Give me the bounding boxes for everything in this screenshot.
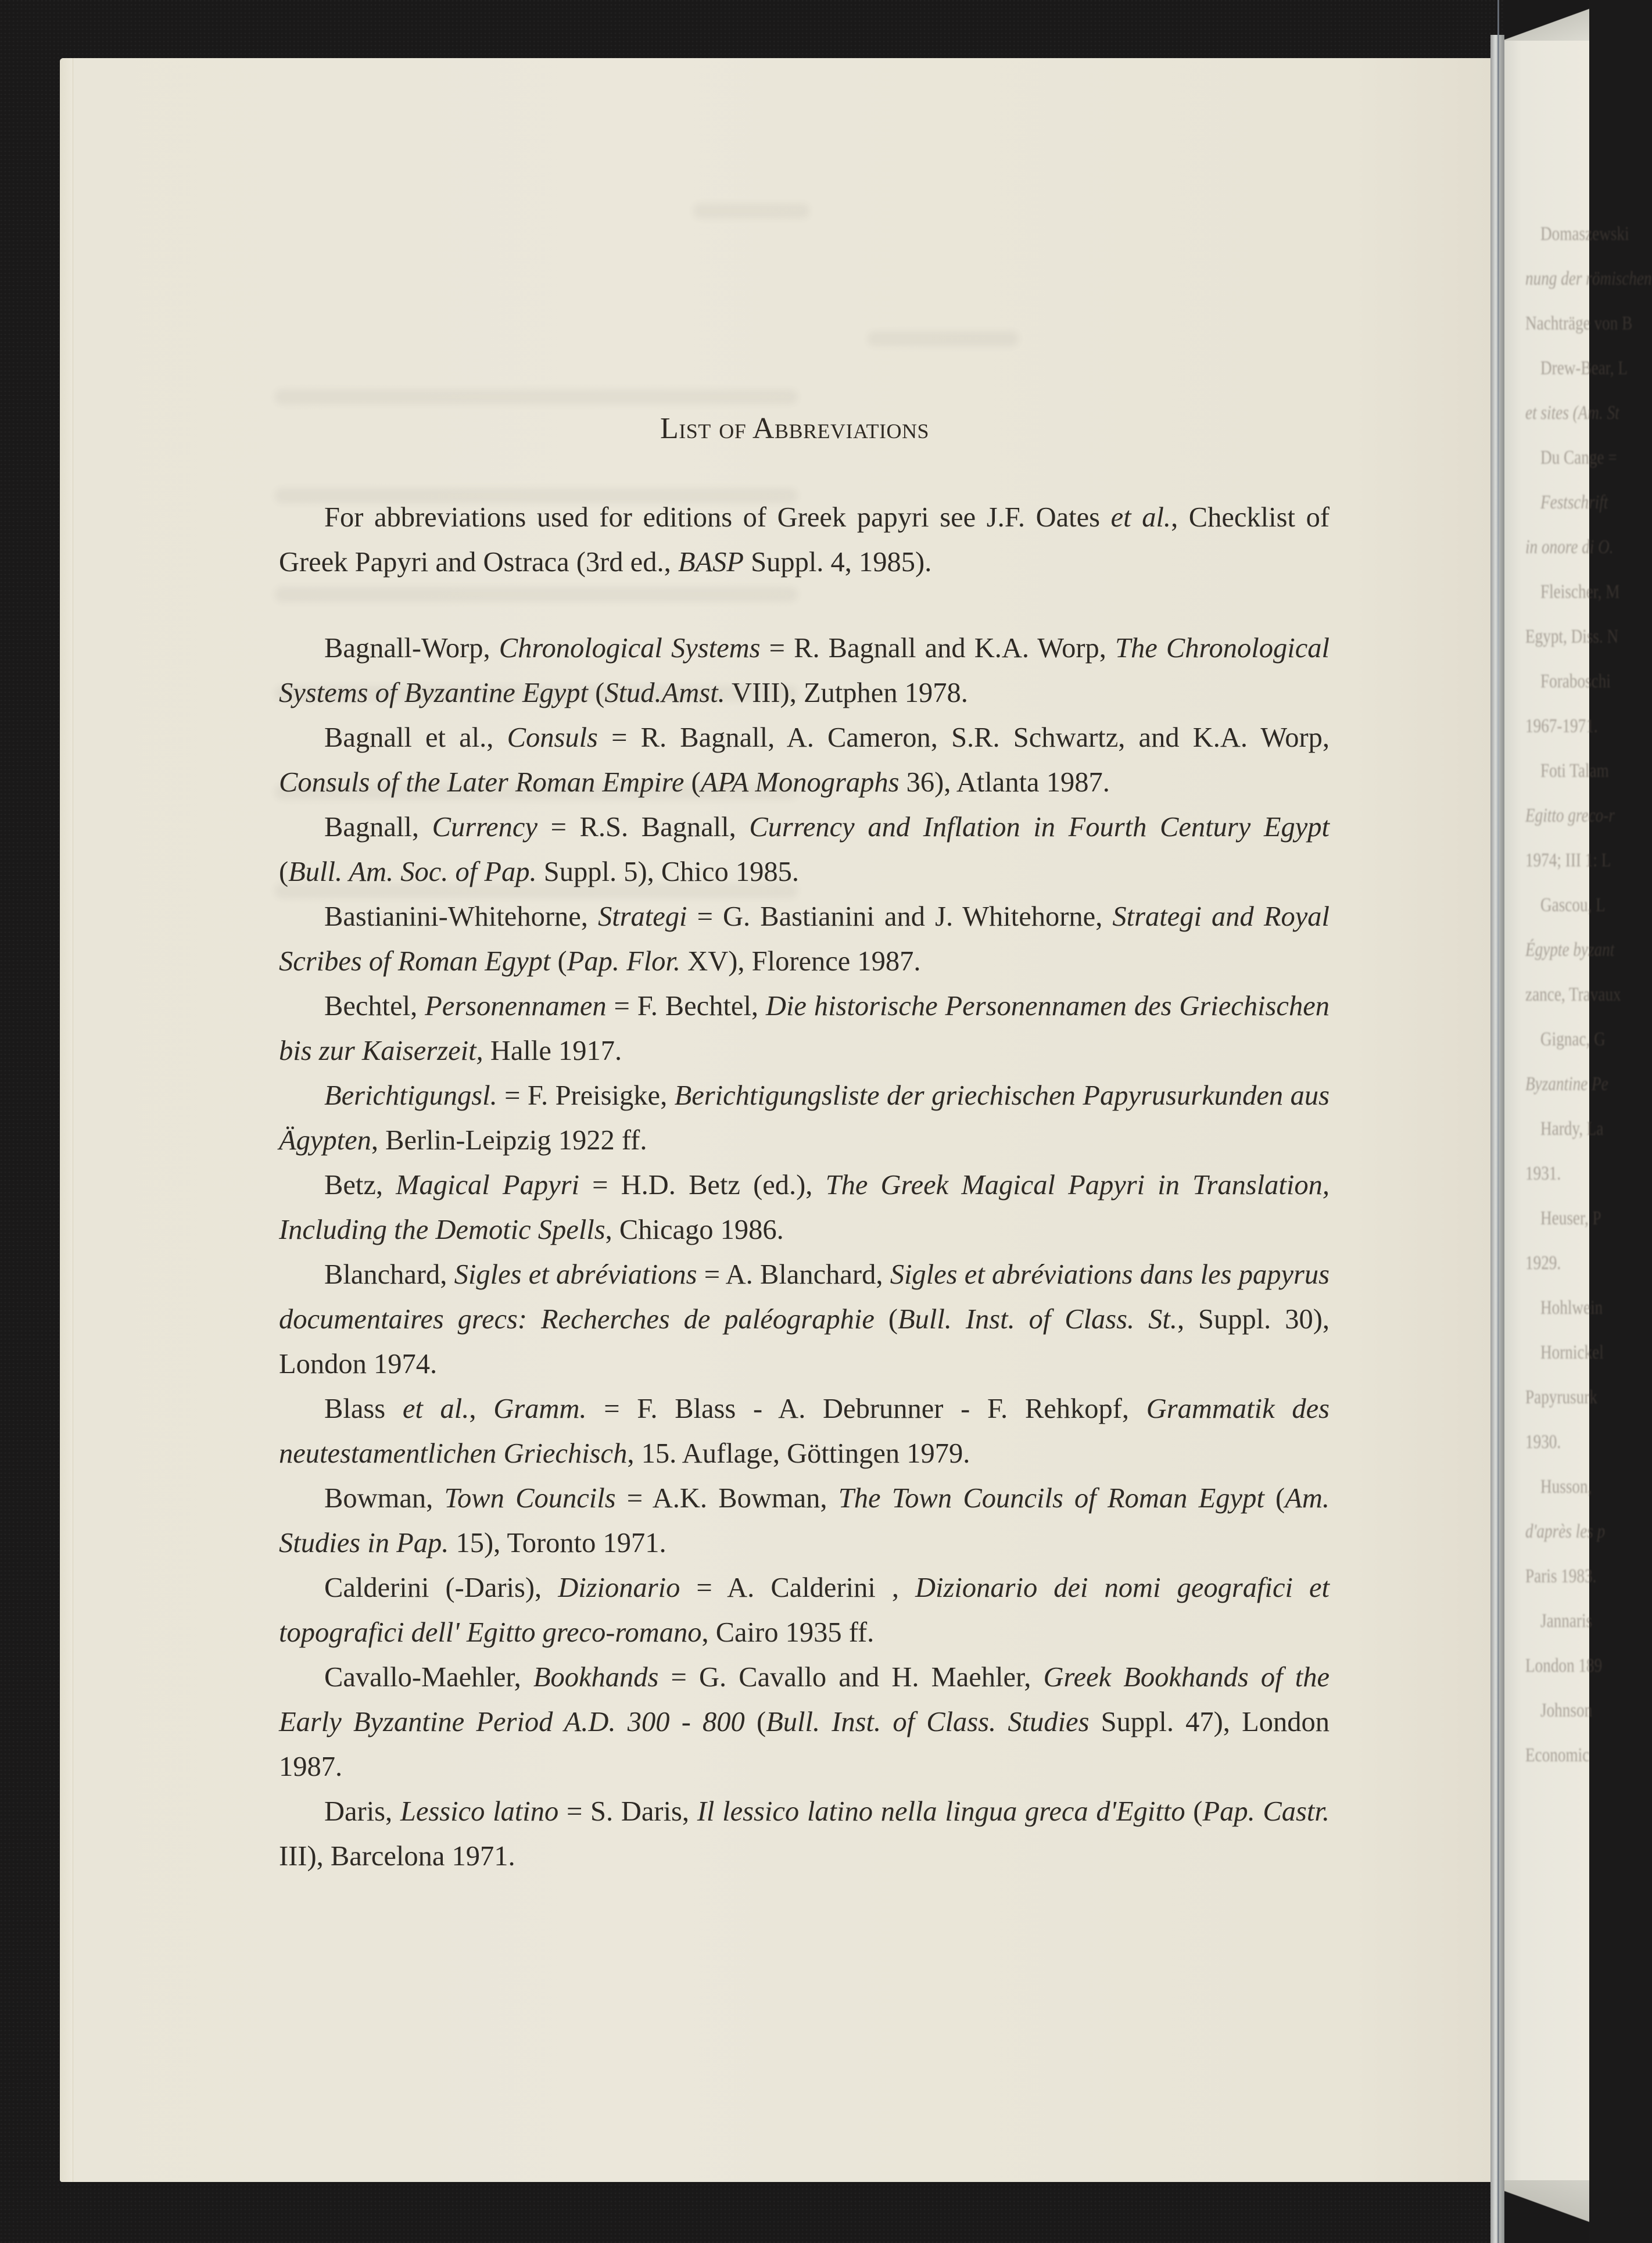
text: Calderini (-Daris), [324,1572,558,1603]
facing-page-line: in onore di O. [1525,536,1614,558]
text: , Checklist of Greek Papyri and Ostraca (3rd ed., [279,502,1330,578]
text: = A.K. Bowman, [615,1483,838,1514]
italic-text: Bookhands [533,1662,659,1693]
text: ( [874,1304,898,1335]
italic-text: Il lessico latino nella lingua greca d'Egitto [697,1796,1185,1827]
text: = F. Blass - A. Debrunner - F. Rehkopf, [586,1393,1146,1424]
text: = F. Bechtel, [606,991,766,1022]
text: 36), Atlanta 1987. [899,767,1110,798]
text: ( [279,857,289,887]
italic-text: Personennamen [425,991,607,1022]
facing-page-line: Byzantine Pe [1525,1073,1608,1095]
text: = A. Blanchard, [697,1259,890,1290]
italic-text: Berichtigungsliste der griechischen Papyrusurkunden aus Ägypten [279,1080,1330,1156]
italic-text: Sigles et abréviations [454,1259,697,1290]
italic-text: Lessico latino [400,1796,559,1827]
abbreviation-entry [279,1252,1330,1386]
text: Blanchard, [324,1259,454,1290]
text: = G. Bastianini and J. Whitehorne, [687,901,1113,932]
italic-text: Stud.Amst. [604,678,725,708]
text: = H.D. Betz (ed.), [579,1170,826,1201]
italic-text: Bull. Am. Soc. of Pap. [288,857,537,887]
facing-page-line: Heuser, P [1540,1208,1601,1229]
italic-text: Dizionario [558,1572,680,1603]
text: Bagnall-Worp, [324,633,499,664]
text: Blass [324,1393,403,1424]
italic-text: Currency [432,812,537,843]
page-edge [60,58,73,2182]
italic-text: Strategi and Royal Scribes of Roman Egypt [279,901,1330,977]
facing-page-line: Papyrusurk [1525,1386,1597,1408]
text: VIII), Zutphen 1978. [725,678,968,708]
text: Cavallo-Maehler, [324,1662,533,1693]
italic-text: Grammatik des neutestamentlichen Griechisch [279,1393,1330,1469]
italic-text: Chronological Systems [499,633,761,664]
italic-text: Currency and Inflation in Fourth Century Egypt [749,812,1330,843]
italic-text: The Greek Magical Papyri in Translation, Including the Demotic Spells [279,1170,1330,1245]
text: Suppl. 4, 1985). [743,547,932,578]
italic-text: et al. [402,1393,470,1424]
page-body [279,495,1330,1879]
facing-page-line: Jannaris [1540,1610,1593,1632]
text: , Berlin-Leipzig 1922 ff. [371,1125,647,1156]
text: , Chicago 1986. [605,1214,784,1245]
italic-text: BASP [678,547,744,578]
text: For abbreviations used for editions of Greek papyri see J.F. Oates [324,502,1111,533]
text: ( [1264,1483,1285,1514]
text: Suppl. 47), London 1987. [279,1707,1330,1782]
text: = S. Daris, [558,1796,697,1827]
facing-page-line: 1974; III 1: L [1525,850,1611,871]
italic-text: Am. Studies in Pap. [279,1483,1330,1558]
facing-page-bottom-edge [1504,2180,1589,2243]
abbreviation-entry [279,894,1330,984]
text: = A. Calderini , [680,1572,916,1603]
text: III), Barcelona 1971. [279,1841,515,1872]
italic-text: Pap. Flor. [567,946,681,977]
text: , Cairo 1935 ff. [701,1617,875,1648]
facing-page-line: Johnson [1540,1700,1593,1721]
italic-text: Consuls [507,722,598,753]
facing-page-line: Husson, [1540,1476,1592,1497]
text: ( [588,678,605,708]
facing-page [1504,38,1652,2183]
facing-page-line: Gascou, L [1540,894,1606,916]
text: ( [550,946,567,977]
facing-page-line: Economic [1525,1744,1590,1766]
italic-text: The Town Councils of Roman Egypt [838,1483,1264,1514]
text: Daris, [324,1796,400,1827]
facing-page-line: zance, Travaux [1525,984,1621,1005]
text: = F. Preisigke, [497,1080,675,1111]
facing-page-line: Hornickel [1540,1342,1604,1363]
text: Suppl. 5), Chico 1985. [536,857,799,887]
abbreviation-entry [279,1789,1330,1879]
intro-paragraph [279,495,1330,585]
italic-text: Bull. Inst. of Class. St. [897,1304,1177,1335]
text: = R. Bagnall, A. Cameron, S.R. Schwartz, and K.A. Worp, [597,722,1330,753]
abbreviation-entry [279,1163,1330,1252]
facing-page-line: et sites (Am. St [1525,402,1619,424]
abbreviation-entry [279,1476,1330,1565]
italic-text: Consuls of the Later Roman Empire [279,767,685,798]
text: Halle 1917. [483,1035,622,1066]
abbreviation-list [279,626,1330,1879]
italic-text: Greek Bookhands of the Early Byzantine Period A.D. 300 - 800 [279,1662,1330,1737]
abbreviation-entry [279,1386,1330,1476]
italic-text: Dizionario dei nomi geografici et topografici dell' Egitto greco-romano [279,1572,1330,1648]
facing-page-line: 1930. [1525,1431,1561,1453]
facing-page-line: Hardy, La [1540,1118,1604,1140]
italic-text: Magical Papyri [396,1170,579,1201]
facing-page-line: 1967-1971. [1525,715,1598,737]
text: , [469,1393,494,1424]
text: ( [1185,1796,1203,1827]
facing-page-line: Égypte byzant [1525,939,1615,961]
italic-text: Sigles et abréviations dans les papyrus documentaires grecs: Recherches de paléographie [279,1259,1330,1335]
page-title: List of Abbreviations [660,412,929,445]
facing-page-line: Drew-Bear, L [1540,357,1628,379]
italic-text: The Chronological Systems of Byzantine Egypt [279,633,1330,708]
italic-text: Strategi [597,901,687,932]
italic-text: APA Monographs [700,767,900,798]
text: Bagnall et al., [324,722,507,753]
text: XV), Florence 1987. [680,946,921,977]
facing-page-line: London 189 [1525,1655,1603,1676]
facing-page-line: 1929. [1525,1252,1561,1274]
text: Bastianini-Whitehorne, [324,901,598,932]
facing-page-line: Foti Talam [1540,760,1609,782]
abbreviation-entry [279,1655,1330,1789]
abbreviation-entry [279,626,1330,715]
facing-page-line: Gignac, G [1540,1029,1606,1050]
italic-text: Bull. Inst. of Class. Studies [766,1707,1090,1737]
facing-page-line: Hohlwein [1540,1297,1603,1318]
text: , Suppl. 30), London 1974. [279,1304,1330,1380]
text: = R. Bagnall and K.A. Worp, [760,633,1116,664]
facing-page-line: 1931. [1525,1163,1561,1184]
facing-page-top-edge [1504,0,1589,41]
abbreviation-entry [279,1565,1330,1655]
text: = R.S. Bagnall, [537,812,750,843]
text: 15), Toronto 1971. [449,1528,666,1558]
facing-page-line: Paris 1983. [1525,1565,1597,1587]
italic-text: Pap. Castr. [1202,1796,1330,1827]
text: Bowman, [324,1483,445,1514]
text: Bechtel, [324,991,425,1022]
abbreviation-entry [279,805,1330,894]
text: Bagnall, [324,812,432,843]
italic-text: Berichtigungsl. [324,1080,497,1111]
abbreviation-entry [279,984,1330,1073]
text: , 15. Auflage, Göttingen 1979. [627,1438,970,1469]
text: ( [744,1707,766,1737]
text: Betz, [324,1170,396,1201]
gutter-crease [1497,0,1499,2243]
italic-text: Gramm. [493,1393,587,1424]
abbreviation-entry [279,1073,1330,1163]
italic-text: Die historische Personennamen des Griechischen bis zur Kaiserzeit, [279,991,1330,1066]
facing-page-line: nung der römischen [1525,268,1652,289]
facing-page-line: Nachträge von B [1525,313,1633,334]
italic-text: et al. [1110,502,1171,533]
facing-page-line: Egitto greco-r [1525,805,1615,826]
facing-page-line: Fleischer, M [1540,581,1620,603]
facing-page-line: Domaszewski [1540,223,1629,245]
facing-page-line: Foraboschi [1540,671,1611,692]
facing-page-line: Du Cange = [1540,447,1617,468]
facing-page-line: Festschrift [1540,492,1608,513]
text: ( [684,767,701,798]
facing-page-line: d'après les p [1525,1521,1606,1542]
italic-text: Town Councils [444,1483,616,1514]
abbreviation-entry [279,715,1330,805]
text: = G. Cavallo and H. Maehler, [658,1662,1044,1693]
facing-page-line: Egypt, Diss. N [1525,626,1619,647]
